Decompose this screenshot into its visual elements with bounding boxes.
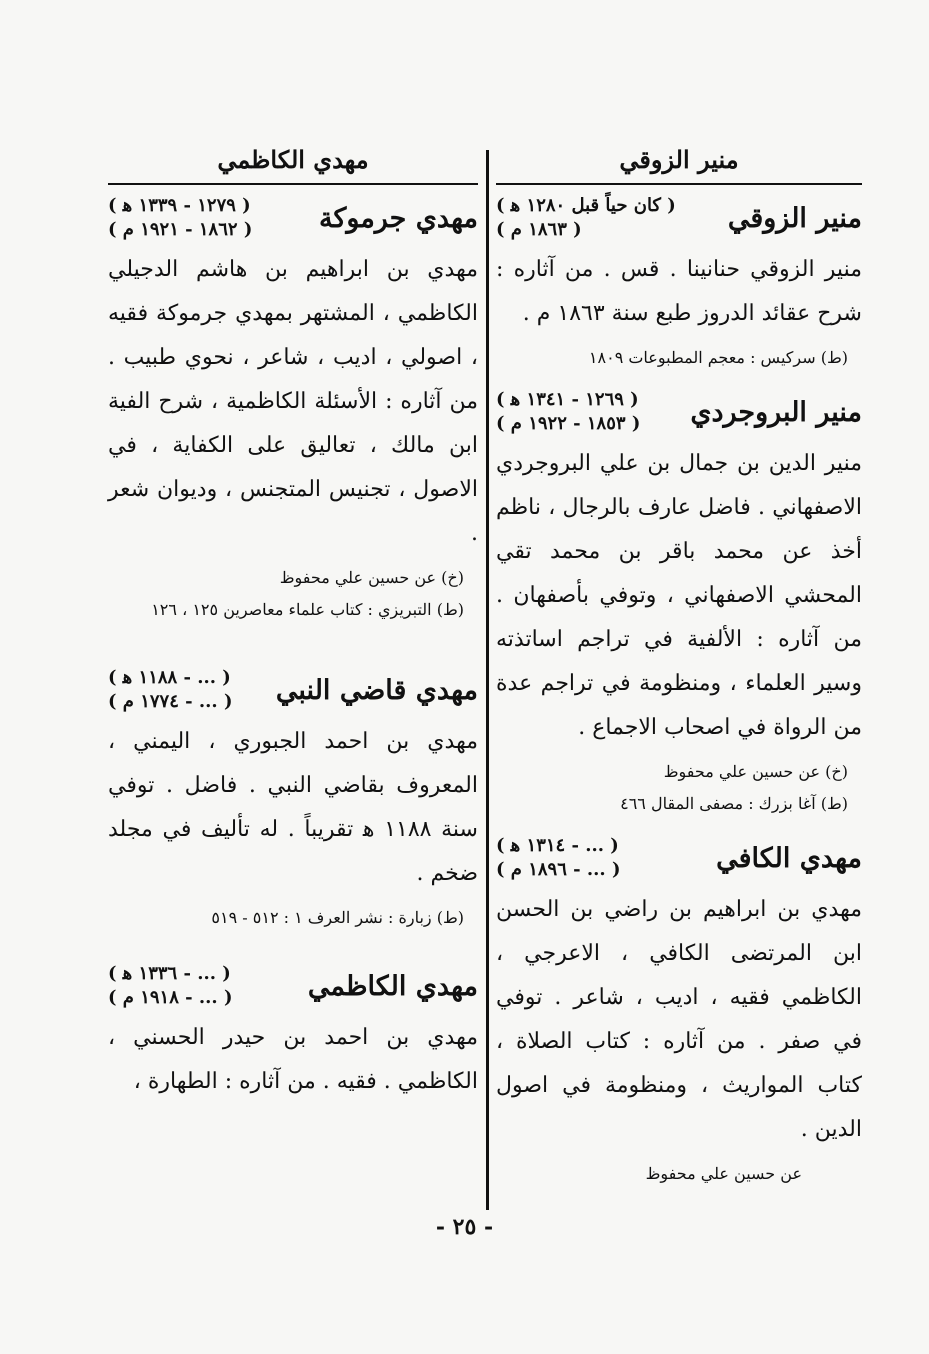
entry-dates [108,962,232,1010]
entry-heading [496,834,862,882]
entry-heading [496,388,862,436]
left-column [108,140,478,1104]
entry-dates [108,666,232,714]
dates-hijri: ( ... - ١١٨٨ ﻫ ) [108,667,231,688]
entry-name: منير البروجردي [690,396,862,428]
dates-gregorian: ( ... - ١٨٩٦ م ) [496,859,621,880]
entry-dates [496,388,640,436]
entry-source: (ط) التبريزي : كتاب علماء معاصرين ١٢٥ ، ١٢٦ [151,600,464,619]
dates-gregorian: ( ... - ١٩١٨ م ) [108,987,233,1008]
column-divider [486,150,489,1210]
entry [496,194,862,374]
entry-dates [496,834,620,882]
page-number: - ٢٥ - [435,1214,494,1240]
entry-name: منير الزوقي [727,202,862,234]
entry-source: (خ) عن حسين علي محفوظ [279,568,464,587]
entry-source: عن حسين علي محفوظ [645,1164,802,1183]
dates-gregorian: ( ... - ١٧٧٤ م ) [108,691,233,712]
entry [108,194,478,626]
entry-body: مهدي بن ابراهيم بن هاشم الدجيلي الكاظمي ، المشتهر بمهدي جرموكة فقيه ، اصولي ، اديب ، شاعر ، نحوي طبيب . من آثاره : الأسئلة الكاظمية ، شرح الفية ابن مالك ، تعاليق على الكفاية ، في الاصول ، تجنيس المتجنس ، وديوان شعر . [108,257,478,546]
entry-heading [108,666,478,714]
dates-gregorian: ( ١٨٦٢ - ١٩٢١ م ) [108,219,253,240]
entry-source: (ط) آغا بزرك : مصفى المقال ٤٦٦ [620,794,848,813]
dates-hijri: ( كان حياً قبل ١٢٨٠ ﻫ ) [496,195,676,216]
entry-name: مهدي الكاظمي [307,970,478,1002]
entry-name: مهدي الكافي [716,842,862,874]
entry-body: منير الدين بن جمال بن علي البروجردي الاصفهاني . فاضل عارف بالرجال ، ناظم أخذ عن محمد باقر بن محمد تقي المحشي الاصفهاني ، وتوفي بأصفهان . من آثاره : الألفية في تراجم اساتذته وسير العلماء ، ومنظومة في تراجم عدة من الرواة في اصحاب الاجماع . [496,451,862,740]
right-column [496,140,862,1190]
dates-hijri: ( ... - ١٣٣٦ ﻫ ) [108,963,231,984]
dates-gregorian: ( ١٨٥٣ - ١٩٢٢ م ) [496,413,641,434]
entry-name: مهدي جرموكة [319,202,478,234]
entry-heading [108,194,478,242]
entry-heading [108,962,478,1010]
entry [496,834,862,1190]
entry-source: (ط) زبارة : نشر العرف ١ : ٥١٢ - ٥١٩ [211,908,464,927]
entry [496,388,862,820]
entry [108,962,478,1104]
entry-body: منير الزوقي حنانينا . قس . من آثاره : شرح عقائد الدروز طبع سنة ١٨٦٣ م . [496,257,862,326]
entry-dates [496,194,676,242]
entry-heading [496,194,862,242]
entry-source: (ط) سركيس : معجم المطبوعات ١٨٠٩ [588,348,848,367]
entry-source: (خ) عن حسين علي محفوظ [663,762,848,781]
dates-gregorian: ( ١٨٦٣ م ) [496,219,582,240]
running-head-right: منير الزوقي [619,145,739,174]
entry-body: مهدي بن احمد بن حيدر الحسني ، الكاظمي . فقيه . من آثاره : الطهارة ، [108,1025,478,1094]
entry-name: مهدي قاضي النبي [275,674,478,706]
entry-dates [108,194,252,242]
running-head-left: مهدي الكاظمي [217,145,369,174]
dates-hijri: ( ١٢٦٩ - ١٣٤١ ﻫ ) [496,389,639,410]
entry-body: مهدي بن احمد الجبوري ، اليمني ، المعروف بقاضي النبي . فاضل . توفي سنة ١١٨٨ ﻫ تقريباً . له تأليف في مجلد ضخم . [108,729,478,886]
entry [108,666,478,934]
dates-hijri: ( ... - ١٣١٤ ﻫ ) [496,835,619,856]
entry-body: مهدي بن ابراهيم بن راضي بن الحسن ابن المرتضى الكافي ، الاعرجي ، الكاظمي فقيه ، اديب ، شاعر . توفي في صفر . من آثاره : كتاب الصلاة ، كتاب المواريث ، ومنظومة في اصول الدين . [496,897,862,1142]
dates-hijri: ( ١٢٧٩ - ١٣٣٩ ﻫ ) [108,195,251,216]
